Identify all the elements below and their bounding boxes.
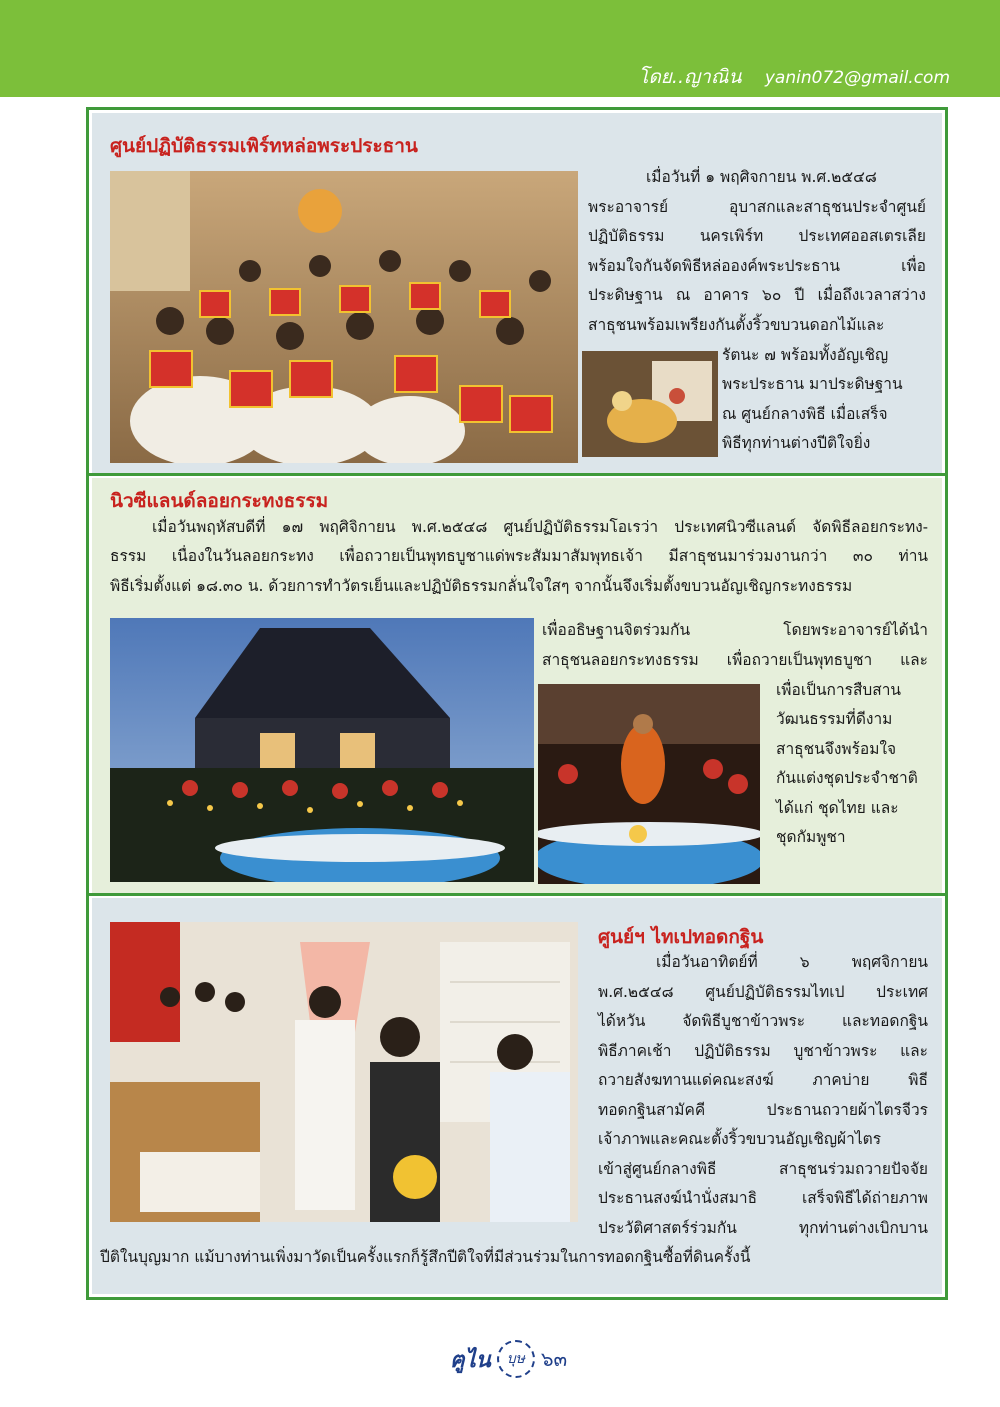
para-line: เมื่อวันพฤหัสบดีที่ ๑๗ พฤศิจิกายน พ.ศ.๒๕๔๘ ศูนย์ปฏิบัติธรรมโอเรว่า ประเทศนิวซีแลนด์ จัดพิธีลอยกระทง-	[152, 518, 928, 536]
para-line: สาธุชนลอยกระทงธรรม เพื่อถวายเป็นพุทธบูชา และ	[542, 651, 928, 669]
para-line: เจ้าภาพและคณะตั้งริ้วขบวนอัญเชิญผ้าไตร	[598, 1130, 882, 1148]
page-number: ๖๓	[540, 1347, 568, 1371]
para-line: พิธีเริ่มตั้งแต่ ๑๘.๓๐ น. ด้วยการทำวัตรเย็นและปฏิบัติธรรมกลั่นใจใสๆ จากนั้นจึงเริ่มตั้งขบวนอัญเชิญกระทงธรรม	[110, 577, 853, 595]
page-footer	[450, 1340, 567, 1378]
kratong-ceremony-photo	[538, 684, 760, 884]
para-line: เมื่อวันอาทิตย์ที่ ๖ พฤศจิกายน	[656, 953, 928, 971]
para-line: พระประธาน มาประดิษฐาน	[722, 375, 903, 393]
section-title: ศูนย์ฯ ไทเปทอดกฐิน	[598, 926, 764, 948]
para-line: เพื่อเป็นการสืบสาน	[776, 681, 902, 699]
para-line: กันแต่งชุดประจำชาติ	[776, 769, 918, 787]
para-line: ประวัติศาสตร์ร่วมกัน ทุกท่านต่างเบิกบาน	[598, 1219, 928, 1237]
section-title: ศูนย์ปฏิบัติธรรมเพิร์ทหล่อพระประธาน	[110, 135, 418, 157]
para-line: ถวายสังฆทานแด่คณะสงฆ์ ภาคบ่าย พิธี	[598, 1071, 928, 1089]
para-line: ปีติในบุญมาก แม้บางท่านเพิ่งมาวัดเป็นครั้งแรกก็รู้สึกปีติใจที่มีส่วนร่วมในการทอดกฐินซื้อที่ดินครั้งนี้	[100, 1248, 751, 1266]
para-line: พิธีภาคเช้า ปฏิบัติธรรม บูชาข้าวพระ และ	[598, 1042, 928, 1060]
para-line: ได้หวัน จัดพิธีบูชาข้าวพระ และทอดกฐิน	[598, 1012, 928, 1030]
para-line: ธรรม เนื่องในวันลอยกระทง เพื่อถวายเป็นพุทธบูชาแด่พระสัมมาสัมพุทธเจ้า มีสาธุชนมาร่วมงานกว่า ๓๐ ท่าน	[110, 547, 928, 565]
byline	[638, 62, 950, 92]
para-line: รัตนะ ๗ พร้อมทั้งอัญเชิญ	[722, 346, 889, 364]
para-line: ประดิษฐาน ณ อาคาร ๖๐ ปี เมื่อถึงเวลาสว่าง	[588, 286, 926, 304]
para-line: เข้าสู่ศูนย์กลางพิธี สาธุชนร่วมถวายปัจจัย	[598, 1160, 928, 1178]
para-line: เมื่อวันที่ ๑ พฤศิจกายน พ.ศ.๒๕๔๘	[646, 168, 877, 186]
para-line: ปฏิบัติธรรม นครเพิร์ท ประเทศออสเตรเลีย	[588, 227, 926, 245]
altar-photo	[582, 351, 718, 457]
para-line: ได้แก่ ชุดไทย และ	[776, 799, 899, 817]
para-line: พ.ศ.๒๕๔๘ ศูนย์ปฏิบัติธรรมไทเป ประเทศ	[598, 983, 928, 1001]
author-name: โดย..ญาณิน	[638, 66, 742, 88]
kathina-photo	[110, 922, 578, 1222]
para-line: ณ ศูนย์กลางพิธี เมื่อเสร็จ	[722, 405, 888, 423]
section-divider	[89, 893, 945, 896]
magazine-logo: ฅูไน	[450, 1347, 491, 1373]
magazine-logo-b: บุษ	[506, 1351, 525, 1367]
lantern-house-photo	[110, 618, 534, 882]
header-bar	[0, 0, 1000, 97]
section-new-zealand	[92, 478, 942, 893]
para-line: สาธุชนจึงพร้อมใจ	[776, 740, 897, 758]
author-email: yanin072@gmail.com	[764, 68, 950, 88]
para-line: พิธีทุกท่านต่างปีติใจยิ่ง	[722, 434, 871, 452]
para-line: ประธานสงฆ์นำนั่งสมาธิ เสร็จพิธีได้ถ่ายภาพ	[598, 1189, 928, 1207]
group-photo	[110, 171, 578, 463]
magazine-logo-ring	[497, 1340, 535, 1378]
para-line: สาธุชนพร้อมเพรียงกันตั้งริ้วขบวนดอกไม้และ	[588, 316, 885, 334]
article-frame	[86, 107, 948, 1300]
section-perth	[92, 113, 942, 473]
section-title: นิวซีแลนด์ลอยกระทงธรรม	[110, 490, 329, 512]
para-line: วัฒนธรรมที่ดีงาม	[776, 710, 893, 728]
section-taipei	[92, 898, 942, 1294]
section-divider	[89, 473, 945, 476]
para-line: เพื่ออธิษฐานจิตร่วมกัน โดยพระอาจารย์ได้นำ	[542, 621, 928, 639]
para-line: ชุดกัมพูชา	[776, 828, 846, 846]
para-line: พระอาจารย์ อุบาสกและสาธุชนประจำศูนย์	[588, 198, 926, 216]
para-line: ทอดกฐินสามัคคี ประธานถวายผ้าไตรจีวร	[598, 1101, 928, 1119]
para-line: พร้อมใจกันจัดพิธีหล่อองค์พระประธาน เพื่อ	[588, 257, 926, 275]
